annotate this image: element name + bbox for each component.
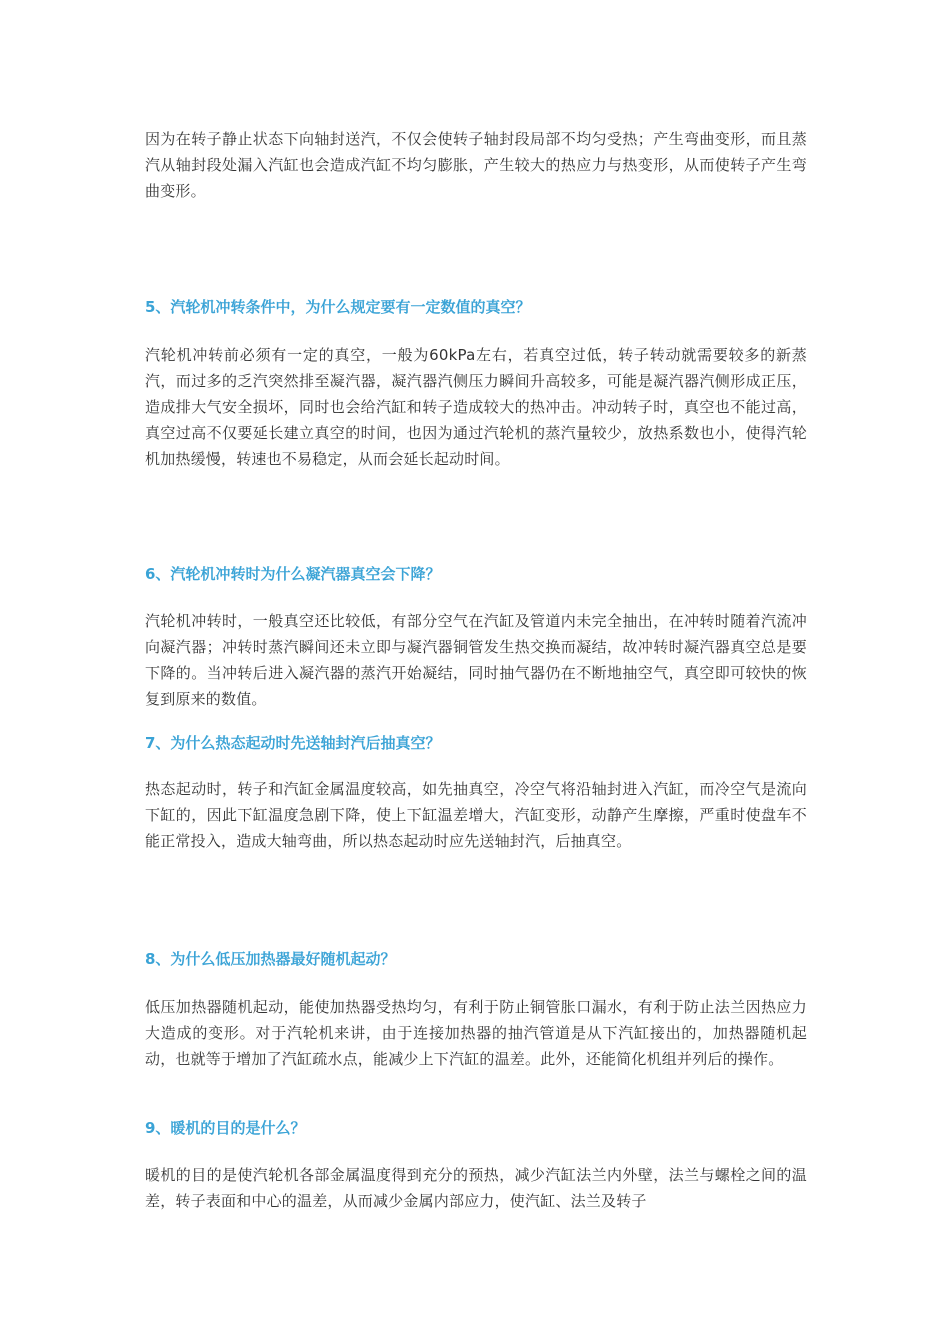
section-body-5: 汽轮机冲转前必须有一定的真空，一般为60kPa左右，若真空过低，转子转动就需要较多的新蒸汽，而过多的乏汽突然排至凝汽器，凝汽器汽侧压力瞬间升高较多，可能是凝汽器汽侧形成正压，造成排大气安全损坏，同时也会给汽缸和转子造成较大的热冲击。冲动转子时，真空也不能过高，真空过高不仅要延长建立真空的时间，也因为通过汽轮机的蒸汽量较少，放热系数也小，使得汽轮机加热缓慢，转速也不易稳定，从而会延长起动时间。 (145, 346, 807, 468)
section-body-7: 热态起动时，转子和汽缸金属温度较高，如先抽真空，冷空气将沿轴封进入汽缸，而冷空气是流向下缸的，因此下缸温度急剧下降，使上下缸温差增大，汽缸变形，动静产生摩擦，严重时使盘车不能正常投入，造成大轴弯曲，所以热态起动时应先送轴封汽，后抽真空。 (145, 780, 807, 850)
intro-paragraph: 因为在转子静止状态下向轴封送汽，不仅会使转子轴封段局部不均匀受热；产生弯曲变形，而且蒸汽从轴封段处漏入汽缸也会造成汽缸不均匀膨胀，产生较大的热应力与热变形，从而使转子产生弯曲变形。 (145, 130, 807, 200)
section-body-8: 低压加热器随机起动，能使加热器受热均匀，有利于防止铜管胀口漏水，有利于防止法兰因热应力大造成的变形。对于汽轮机来讲，由于连接加热器的抽汽管道是从下汽缸接出的，加热器随机起动，也就等于增加了汽缸疏水点，能减少上下汽缸的温差。此外，还能简化机组并列后的操作。 (145, 998, 807, 1068)
section-heading-5: 5、汽轮机冲转条件中，为什么规定要有一定数值的真空？ (145, 298, 531, 316)
section-heading-8: 8、为什么低压加热器最好随机起动？ (145, 950, 396, 968)
section-heading-7: 7、为什么热态起动时先送轴封汽后抽真空？ (145, 734, 441, 752)
section-heading-6: 6、汽轮机冲转时为什么凝汽器真空会下降？ (145, 565, 441, 583)
section-body-9: 暖机的目的是使汽轮机各部金属温度得到充分的预热，减少汽缸法兰内外壁，法兰与螺栓之间的温差，转子表面和中心的温差，从而减少金属内部应力，使汽缸、法兰及转子 (145, 1166, 807, 1210)
section-heading-9: 9、暖机的目的是什么？ (145, 1119, 306, 1137)
section-body-6: 汽轮机冲转时，一般真空还比较低，有部分空气在汽缸及管道内未完全抽出，在冲转时随着汽流冲向凝汽器；冲转时蒸汽瞬间还未立即与凝汽器铜管发生热交换而凝结，故冲转时凝汽器真空总是要下降的。当冲转后进入凝汽器的蒸汽开始凝结，同时抽气器仍在不断地抽空气，真空即可较快的恢复到原来的数值。 (145, 612, 807, 708)
